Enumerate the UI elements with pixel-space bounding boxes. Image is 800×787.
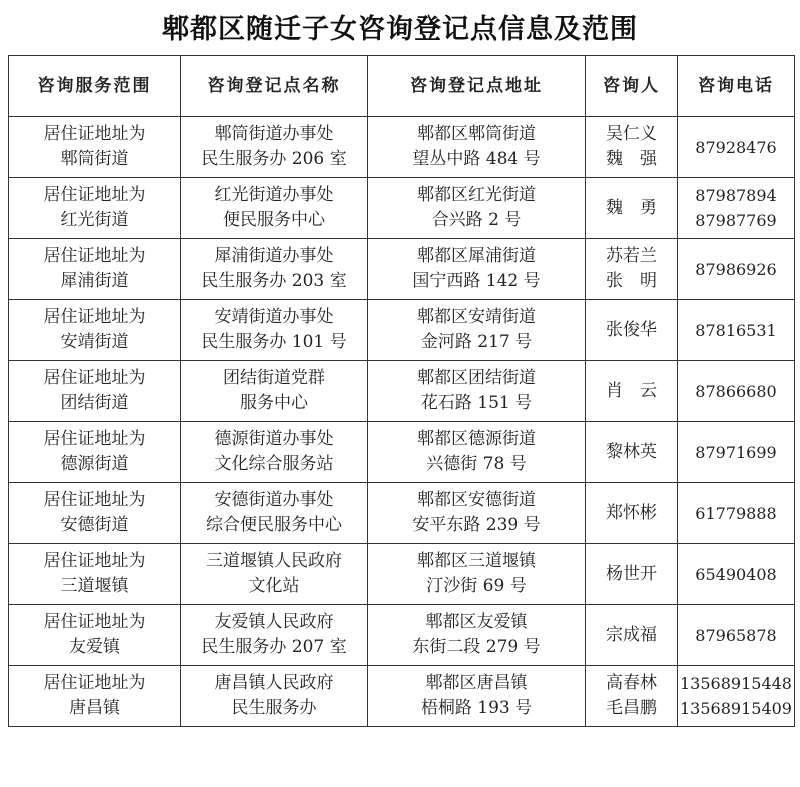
cell-phone	[678, 666, 795, 727]
table-header-row	[9, 56, 795, 117]
cell-address-line: 郫都区团结街道	[417, 368, 536, 388]
cell-scope-line: 居住证地址为	[43, 246, 146, 266]
cell-scope	[9, 178, 181, 239]
cell-address-line: 合兴路 2 号	[431, 210, 522, 230]
cell-contact-person	[586, 544, 678, 605]
cell-scope	[9, 544, 181, 605]
cell-scope-line: 犀浦街道	[60, 271, 129, 291]
cell-address-line: 郫都区安靖街道	[417, 307, 536, 327]
table-row	[9, 178, 795, 239]
cell-scope	[9, 117, 181, 178]
cell-location-name-line: 安靖街道办事处	[214, 307, 334, 327]
cell-location-name-line: 三道堰镇人民政府	[206, 551, 342, 571]
cell-scope-line: 居住证地址为	[43, 185, 146, 205]
cell-location-name	[181, 117, 368, 178]
cell-scope	[9, 300, 181, 361]
table-row	[9, 544, 795, 605]
cell-phone	[678, 117, 795, 178]
table-row	[9, 666, 795, 727]
cell-contact-person-line: 苏若兰	[606, 246, 657, 266]
cell-address	[368, 666, 586, 727]
cell-address-line: 梧桐路 193 号	[420, 698, 533, 718]
cell-location-name-line: 德源街道办事处	[214, 429, 334, 449]
cell-address-line: 郫都区三道堰镇	[417, 551, 536, 571]
cell-phone-line: 87971699	[695, 442, 777, 462]
cell-address-line: 郫都区唐昌镇	[425, 673, 528, 693]
cell-phone	[678, 544, 795, 605]
table-row	[9, 422, 795, 483]
cell-scope-line: 居住证地址为	[43, 673, 146, 693]
cell-scope-line: 安靖街道	[60, 332, 129, 352]
cell-location-name-line: 唐昌镇人民政府	[214, 673, 334, 693]
cell-contact-person	[586, 483, 678, 544]
header-scope: 咨询服务范围	[9, 56, 181, 117]
cell-phone-line: 13568915448	[680, 674, 792, 693]
cell-contact-person	[586, 361, 678, 422]
cell-location-name-line: 民生服务办	[231, 698, 317, 718]
cell-scope-line: 居住证地址为	[43, 490, 146, 510]
cell-contact-person-line: 高春林	[606, 673, 657, 693]
cell-location-name-line: 犀浦街道办事处	[214, 246, 334, 266]
cell-scope-line: 居住证地址为	[43, 612, 146, 632]
table-body	[9, 117, 795, 727]
cell-location-name	[181, 300, 368, 361]
cell-address-line: 汀沙街 69 号	[426, 576, 527, 596]
table-row	[9, 117, 795, 178]
cell-phone-line: 87965878	[695, 625, 777, 645]
cell-location-name-line: 安德街道办事处	[214, 490, 334, 510]
cell-contact-person-line: 宗成福	[606, 624, 657, 645]
cell-contact-person-line: 杨世开	[606, 563, 657, 584]
cell-contact-person	[586, 239, 678, 300]
cell-address	[368, 178, 586, 239]
header-phone: 咨询电话	[678, 56, 795, 117]
table-row	[9, 605, 795, 666]
cell-address	[368, 300, 586, 361]
cell-address-line: 郫都区犀浦街道	[417, 246, 536, 266]
cell-address-line: 郫都区德源街道	[417, 429, 536, 449]
cell-phone-line: 13568915409	[680, 699, 792, 718]
cell-location-name-line: 民生服务办 206 室	[201, 149, 347, 169]
cell-scope-line: 红光街道	[60, 210, 129, 230]
cell-scope	[9, 361, 181, 422]
page-title: 郫都区随迁子女咨询登记点信息及范围	[162, 14, 638, 45]
cell-contact-person-line: 肖 云	[606, 380, 657, 401]
cell-location-name-line: 服务中心	[240, 393, 308, 413]
cell-address	[368, 422, 586, 483]
cell-scope-line: 居住证地址为	[43, 368, 146, 388]
cell-contact-person-line: 郑怀彬	[606, 502, 657, 523]
cell-contact-person	[586, 117, 678, 178]
table-row	[9, 239, 795, 300]
cell-scope-line: 友爱镇	[69, 637, 120, 657]
cell-location-name	[181, 239, 368, 300]
cell-scope-line: 居住证地址为	[43, 429, 146, 449]
cell-address-line: 花石路 151 号	[420, 393, 533, 413]
cell-location-name-line: 综合便民服务中心	[206, 515, 342, 535]
cell-contact-person-line: 黎林英	[606, 441, 657, 462]
cell-location-name	[181, 422, 368, 483]
cell-phone-line: 87987769	[695, 211, 777, 230]
cell-contact-person	[586, 666, 678, 727]
cell-contact-person	[586, 422, 678, 483]
cell-address-line: 郫都区红光街道	[417, 185, 536, 205]
cell-address-line: 安平东路 239 号	[412, 515, 541, 535]
cell-scope	[9, 239, 181, 300]
cell-phone	[678, 483, 795, 544]
cell-scope	[9, 422, 181, 483]
table-row	[9, 483, 795, 544]
cell-scope	[9, 483, 181, 544]
cell-contact-person-line: 魏 勇	[606, 197, 657, 218]
cell-scope-line: 团结街道	[60, 393, 129, 413]
cell-address-line: 郫都区安德街道	[417, 490, 536, 510]
cell-phone	[678, 605, 795, 666]
cell-contact-person-line: 毛昌鹏	[606, 698, 657, 718]
cell-scope	[9, 666, 181, 727]
header-address: 咨询登记点地址	[368, 56, 586, 117]
cell-phone	[678, 422, 795, 483]
cell-phone-line: 65490408	[695, 564, 777, 584]
cell-address	[368, 239, 586, 300]
cell-contact-person-line: 魏 强	[606, 149, 657, 169]
cell-phone-line: 87866680	[695, 381, 777, 401]
cell-location-name-line: 团结街道党群	[223, 368, 325, 388]
cell-scope-line: 郫筒街道	[60, 149, 129, 169]
cell-location-name	[181, 361, 368, 422]
cell-location-name-line: 友爱镇人民政府	[214, 612, 334, 632]
cell-scope-line: 唐昌镇	[69, 698, 120, 718]
info-table	[8, 55, 795, 727]
cell-location-name-line: 文化站	[248, 576, 300, 596]
cell-scope-line: 德源街道	[60, 454, 129, 474]
cell-contact-person-line: 张 明	[606, 271, 657, 291]
cell-scope-line: 安德街道	[60, 515, 129, 535]
table-row	[9, 300, 795, 361]
cell-location-name	[181, 483, 368, 544]
cell-scope-line: 三道堰镇	[60, 576, 129, 596]
cell-address	[368, 483, 586, 544]
cell-address-line: 望丛中路 484 号	[412, 149, 541, 169]
cell-scope-line: 居住证地址为	[43, 124, 146, 144]
cell-phone-line: 87987894	[695, 186, 777, 205]
cell-location-name-line: 便民服务中心	[223, 210, 325, 230]
cell-address	[368, 117, 586, 178]
cell-location-name-line: 红光街道办事处	[214, 185, 334, 205]
cell-address-line: 郫都区郫筒街道	[417, 124, 536, 144]
cell-location-name-line: 民生服务办 101 号	[201, 332, 347, 352]
table-row	[9, 361, 795, 422]
cell-location-name	[181, 666, 368, 727]
cell-location-name	[181, 605, 368, 666]
cell-address-line: 东街二段 279 号	[412, 637, 541, 657]
cell-phone-line: 87986926	[695, 259, 777, 279]
cell-scope	[9, 605, 181, 666]
cell-contact-person-line: 吴仁义	[606, 124, 657, 144]
cell-phone	[678, 178, 795, 239]
cell-phone-line: 87928476	[695, 137, 777, 157]
cell-contact-person-line: 张俊华	[606, 319, 657, 340]
header-name: 咨询登记点名称	[181, 56, 368, 117]
cell-contact-person	[586, 605, 678, 666]
cell-address-line: 兴德街 78 号	[426, 454, 527, 474]
cell-location-name	[181, 544, 368, 605]
cell-phone	[678, 239, 795, 300]
cell-contact-person	[586, 300, 678, 361]
cell-location-name-line: 民生服务办 207 室	[201, 637, 347, 657]
cell-location-name	[181, 178, 368, 239]
cell-address-line: 金河路 217 号	[420, 332, 533, 352]
cell-address-line: 郫都区友爱镇	[425, 612, 528, 632]
cell-contact-person	[586, 178, 678, 239]
cell-phone	[678, 361, 795, 422]
cell-phone	[678, 300, 795, 361]
cell-scope-line: 居住证地址为	[43, 307, 146, 327]
cell-address	[368, 605, 586, 666]
cell-phone-line: 61779888	[695, 503, 777, 523]
cell-address-line: 国宁西路 142 号	[412, 271, 541, 291]
cell-address	[368, 361, 586, 422]
cell-location-name-line: 民生服务办 203 室	[201, 271, 347, 291]
cell-scope-line: 居住证地址为	[43, 551, 146, 571]
cell-location-name-line: 郫筒街道办事处	[214, 124, 334, 144]
cell-address	[368, 544, 586, 605]
cell-phone-line: 87816531	[695, 320, 777, 340]
header-person: 咨询人	[586, 56, 678, 117]
cell-location-name-line: 文化综合服务站	[214, 454, 334, 474]
